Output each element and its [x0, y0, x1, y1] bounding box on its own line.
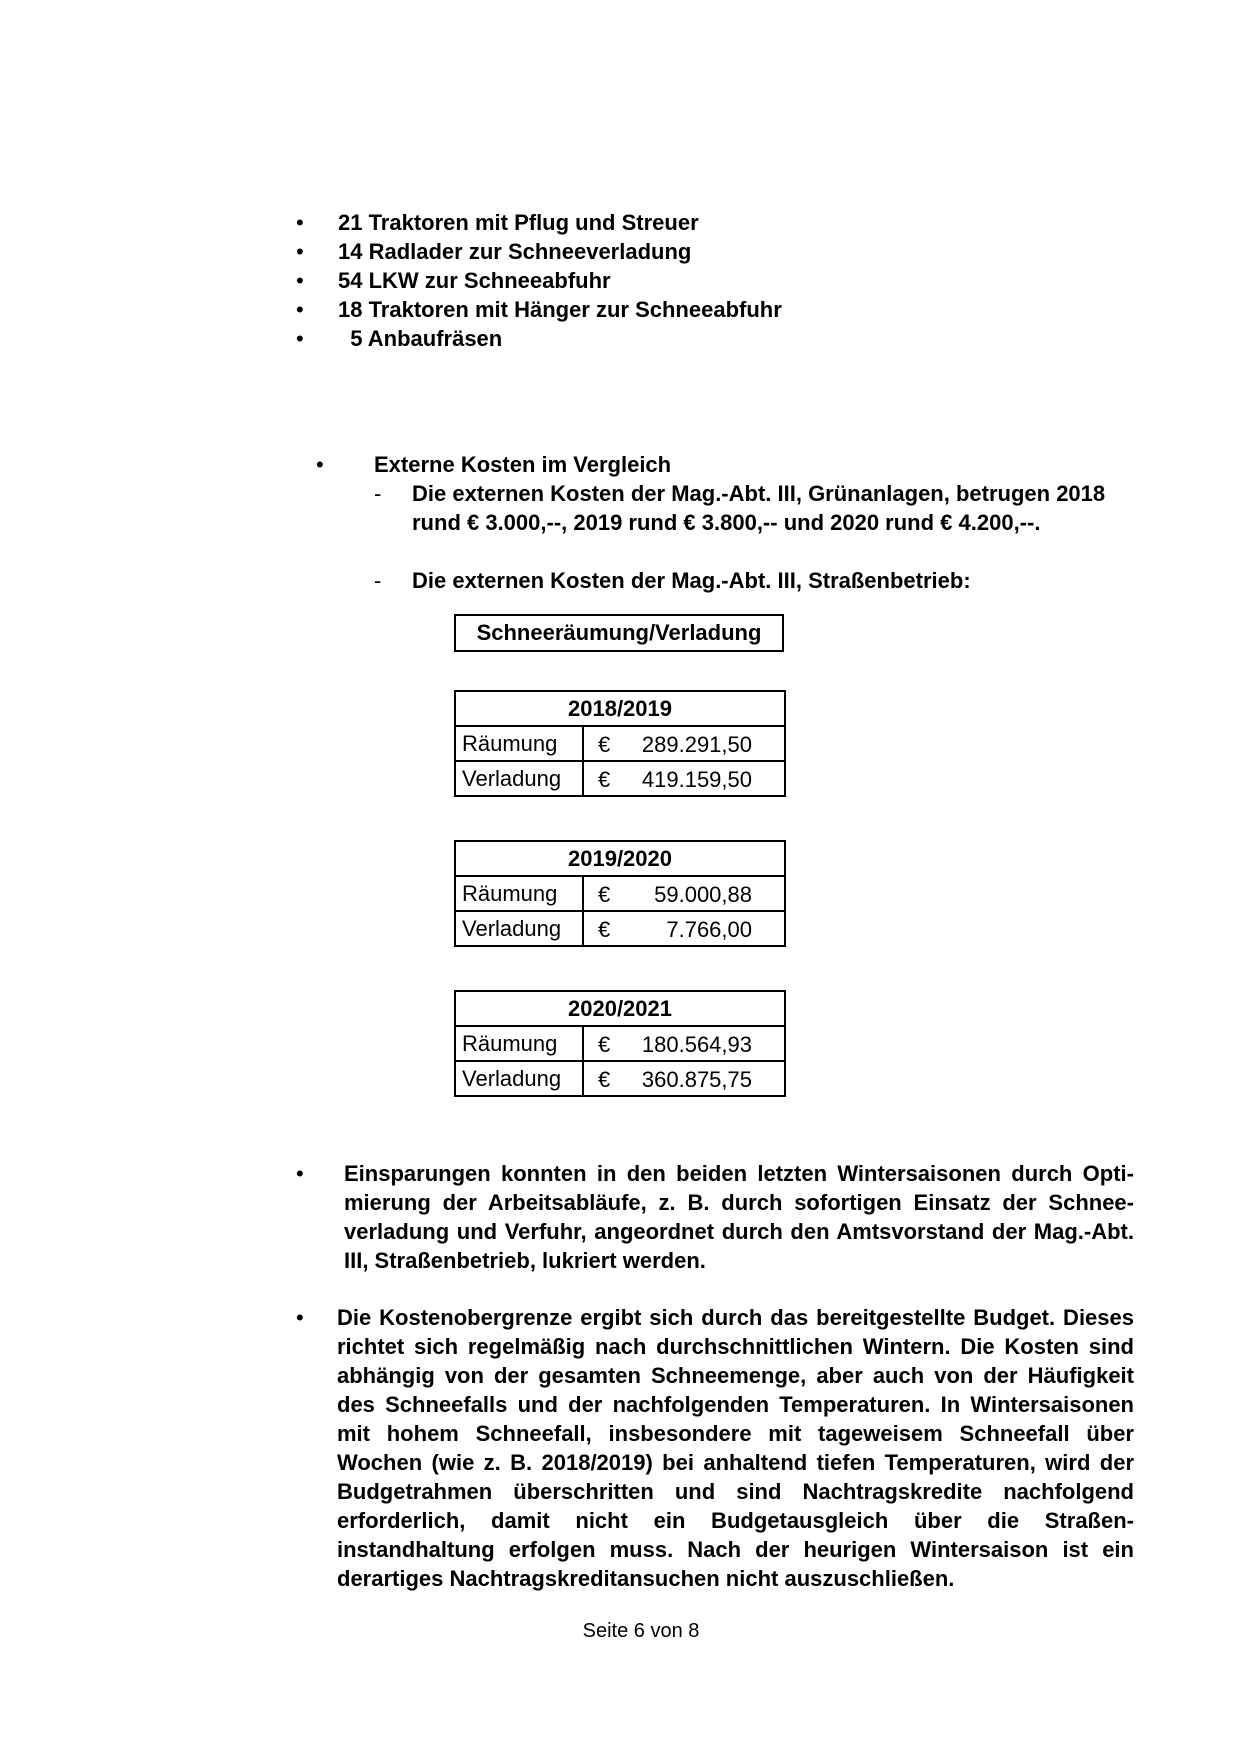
row-label: Verladung [455, 1061, 583, 1096]
row-label: Räumung [455, 876, 583, 911]
table-row [455, 761, 785, 796]
row-amount: € 59.000,88 [583, 876, 785, 911]
bullet-icon: • [296, 297, 304, 322]
budget-paragraph: • Die Kostenobergrenze ergibt sich durch das bereitgestellte Budget. Dieses richtet sich regelmäßig nach durchschnittlichen Wintern. Die Kosten sind abhängig von der gesamten Schneemenge, aber auch von der Häufigkeit des Schneefalls und der nachfolgenden Temperaturen. In Wintersaisonen mit hohem Schneefall, insbesondere mit tageweisem Schneefall über Wochen (wie z. B. 2018/2019) bei anhaltend tiefen Temperaturen, wird der Budgetrahmen überschritten und sind Nachtragskredite nachfolgend erforderlich, damit nicht ein Budgetausgleich über die Straßeninstandhaltung erfolgen muss. Nach der heurigen Wintersaison ist ein derartiges Nachtragskreditansuchen nicht auszuschließen. [296, 1305, 1134, 1591]
bullet-icon: • [296, 239, 304, 264]
season-heading: 2019/2020 [455, 841, 785, 876]
row-label: Räumung [455, 726, 583, 761]
bullet-icon: • [316, 452, 324, 477]
row-label: Verladung [455, 761, 583, 796]
dash-icon: - [374, 481, 382, 506]
external-costs-section [316, 450, 1146, 595]
row-amount: € 419.159,50 [583, 761, 785, 796]
bullet-icon: • [296, 268, 304, 293]
bullet-icon: • [296, 326, 304, 351]
season-table-2020-2021 [454, 990, 786, 1097]
table-row [455, 1061, 785, 1096]
bullet-icon: • [296, 1305, 304, 1330]
row-amount: € 180.564,93 [583, 1026, 785, 1061]
season-table-2018-2019 [454, 690, 786, 797]
external-costs-heading: • Externe Kosten im Vergleich [316, 452, 672, 477]
equipment-item: • 18 Traktoren mit Hänger zur Schneeabfuhr [296, 297, 782, 322]
row-label: Räumung [455, 1026, 583, 1061]
table-title: Schneeräumung/Verladung [454, 614, 784, 652]
external-costs-gruenanlagen: - Die externen Kosten der Mag.-Abt. III, Grünanlagen, betrugen 2018 rund € 3.000,--, 2019 rund € 3.800,-- und 2020 rund € 4.200,--. [374, 481, 1106, 535]
season-heading: 2020/2021 [455, 991, 785, 1026]
season-table-2019-2020 [454, 840, 786, 947]
row-amount: € 7.766,00 [583, 911, 785, 946]
table-row [455, 876, 785, 911]
row-label: Verladung [455, 911, 583, 946]
equipment-item: • 14 Radlader zur Schneeverladung [296, 239, 692, 264]
row-amount: € 289.291,50 [583, 726, 785, 761]
equipment-list [296, 208, 782, 353]
dash-icon: - [374, 568, 382, 593]
bullet-icon: • [296, 1161, 304, 1186]
bullet-icon: • [296, 210, 304, 235]
table-row [455, 726, 785, 761]
equipment-item: • 54 LKW zur Schneeabfuhr [296, 268, 611, 293]
page-footer: Seite 6 von 8 [582, 1620, 700, 1642]
savings-paragraph: • Einsparungen konnten in den beiden letzten Wintersaisonen durch Optimierung der Arbeitsabläufe, z. B. durch sofortigen Einsatz der Schneeverladung und Verfuhr, angeordnet durch den Amtsvorstand der Mag.-Abt. III, Straßenbetrieb, lukriert werden. [296, 1161, 1134, 1273]
external-costs-strassenbetrieb: - Die externen Kosten der Mag.-Abt. III, Straßenbetrieb: [374, 568, 971, 593]
table-row [455, 911, 785, 946]
row-amount: € 360.875,75 [583, 1061, 785, 1096]
season-heading: 2018/2019 [455, 691, 785, 726]
equipment-item: • 5 Anbaufräsen [296, 326, 503, 351]
equipment-item: • 21 Traktoren mit Pflug und Streuer [296, 210, 699, 235]
table-row [455, 1026, 785, 1061]
